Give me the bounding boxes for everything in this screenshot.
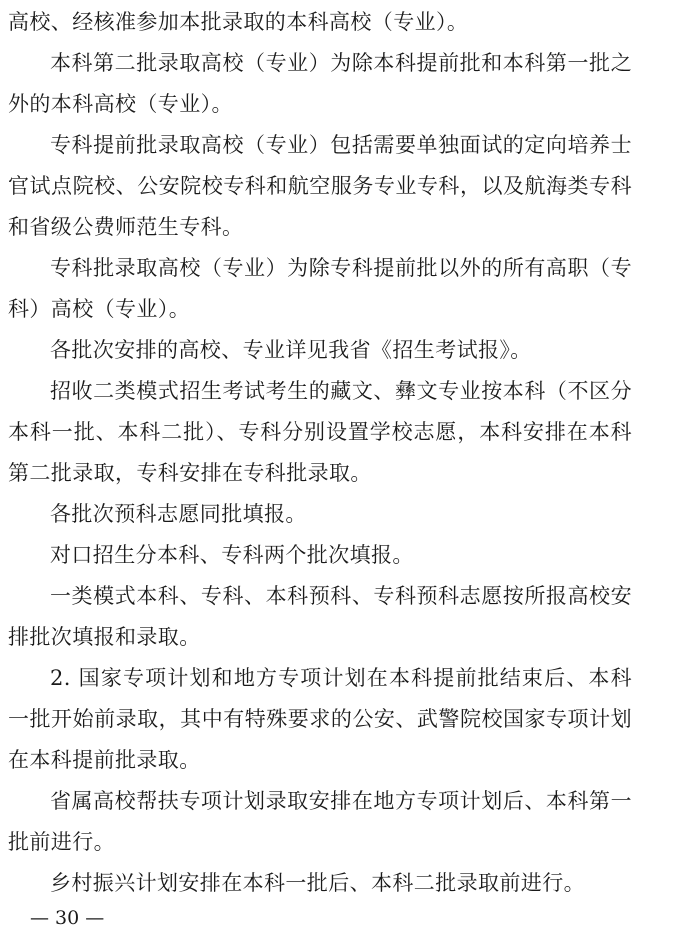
paragraph-rural-revitalization-plan: 乡村振兴计划安排在本科一批后、本科二批录取前进行。 (50, 871, 585, 895)
paragraph-type-one-mode: 一类模式本科、专科、本科预科、专科预科志愿按所报高校安排批次填报和录取。 (8, 584, 632, 649)
paragraph-counterpart-enrollment: 对口招生分本科、专科两个批次填报。 (50, 543, 414, 567)
body-text (8, 2, 632, 904)
paragraph-provincial-support-plan: 省属高校帮扶专项计划录取安排在地方专项计划后、本科第一批前进行。 (8, 789, 632, 854)
paragraph-tibetan-yi-majors: 招收二类模式招生考试考生的藏文、彝文专业按本科（不区分本科一批、本科二批）、专科分别设置学校志愿，本科安排在本科第二批录取，专科安排在专科批录取。 (8, 379, 632, 485)
page-number: — 30 — (30, 907, 105, 929)
paragraph-preparatory-same-batch: 各批次预科志愿同批填报。 (50, 502, 307, 526)
paragraph-batch-details: 各批次安排的高校、专业详见我省《招生考试报》。 (50, 338, 532, 362)
paragraph-undergrad-batch-2: 本科第二批录取高校（专业）为除本科提前批和本科第一批之外的本科高校（专业）。 (8, 51, 632, 116)
paragraph-special-plans: 2. 国家专项计划和地方专项计划在本科提前批结束后、本科一批开始前录取，其中有特殊要求的公安、武警院校国家专项计划在本科提前批录取。 (8, 666, 632, 772)
paragraph-junior-college-batch: 专科批录取高校（专业）为除专科提前批以外的所有高职（专科）高校（专业）。 (8, 256, 632, 321)
paragraph-continuation: 高校、经核准参加本批录取的本科高校（专业）。 (8, 10, 469, 34)
paragraph-junior-college-early-batch: 专科提前批录取高校（专业）包括需要单独面试的定向培养士官试点院校、公安院校专科和航空服务专业专科，以及航海类专科和省级公费师范生专科。 (8, 133, 632, 239)
